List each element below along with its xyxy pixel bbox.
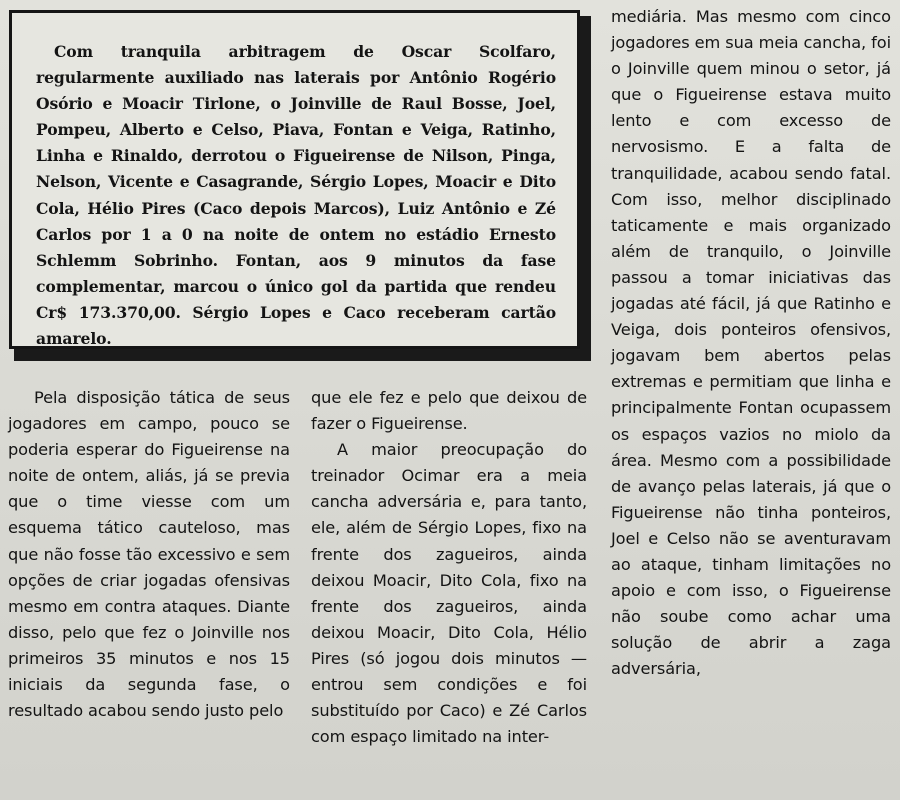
article-column-middle xyxy=(311,385,587,750)
article-paragraph: Pela disposição tática de seus jogadores em campo, pouco se poderia esperar do Figueirense na noite de ontem, aliás, já se previa que o time viesse com um esquema tático cauteloso, mas que não fosse tão excessivo e sem opções de criar jogadas ofensivas mesmo em contra ataques. Diante disso, pelo que fez o Joinville nos primeiros 35 minutos e nos 15 iniciais da segunda fase, o resultado acabou sendo justo pelo xyxy=(8,388,290,721)
summary-box xyxy=(9,10,580,349)
summary-box-text: Com tranquila arbitragem de Oscar Scolfaro, regularmente auxiliado nas laterais por Antônio Rogério Osório e Moacir Tirlone, o Joinville de Raul Bosse, Joel, Pompeu, Alberto e Celso, Piava, Fontan e Veiga, Ratinho, Linha e Rinaldo, derrotou o Figueirense de Nilson, Pinga, Nelson, Vicente e Casagrande, Sérgio Lopes, Moacir e Dito Cola, Hélio Pires (Caco depois Marcos), Luiz Antônio e Zé Carlos por 1 a 0 na noite de ontem no estádio Ernesto Schlemm Sobrinho. Fontan, aos 9 minutos da fase complementar, marcou o único gol da partida que rendeu Cr$ 173.370,00. Sérgio Lopes e Caco receberam cartão amarelo. xyxy=(36,42,556,349)
article-paragraph: mediária. Mas mesmo com cinco jogadores em sua meia cancha, foi o Joinville quem minou o setor, já que o Figueirense estava muito lento e com excesso de nervosismo. E a falta de tranquilidade, acabou sendo fatal. Com isso, melhor disciplinado taticamente e mais organizado além de tranquilo, o Joinville passou a tomar iniciativas das jogadas até fácil, já que Ratinho e Veiga, dois ponteiros ofensivos, jogavam bem abertos pelas extremas e permitiam que linha e principalmente Fontan ocupassem os espaços vazios no miolo da área. Mesmo com a possibilidade de avanço pelas laterais, já que o Figueirense não tinha ponteiros, Joel e Celso não se aventuravam ao ataque, tinham limitações no apoio e com isso, o Figueirense não soube como achar uma solução de abrir a zaga adversária, xyxy=(611,7,891,679)
article-paragraph: que ele fez e pelo que deixou de fazer o Figueirense. xyxy=(311,388,587,434)
article-column-right xyxy=(611,4,891,682)
article-column-left xyxy=(8,385,290,724)
article-paragraph: A maior preocupação do treinador Ocimar era a meia cancha adversária e, para tanto, ele, além de Sérgio Lopes, fixo na frente dos zagueiros, ainda deixou Moacir, Dito Cola, fixo na frente dos zagueiros, ainda deixou Moacir, Dito Cola, Hélio Pires (só jogou dois minutos — entrou sem condições e foi substituído por Caco) e Zé Carlos com espaço limitado na inter- xyxy=(311,440,587,747)
